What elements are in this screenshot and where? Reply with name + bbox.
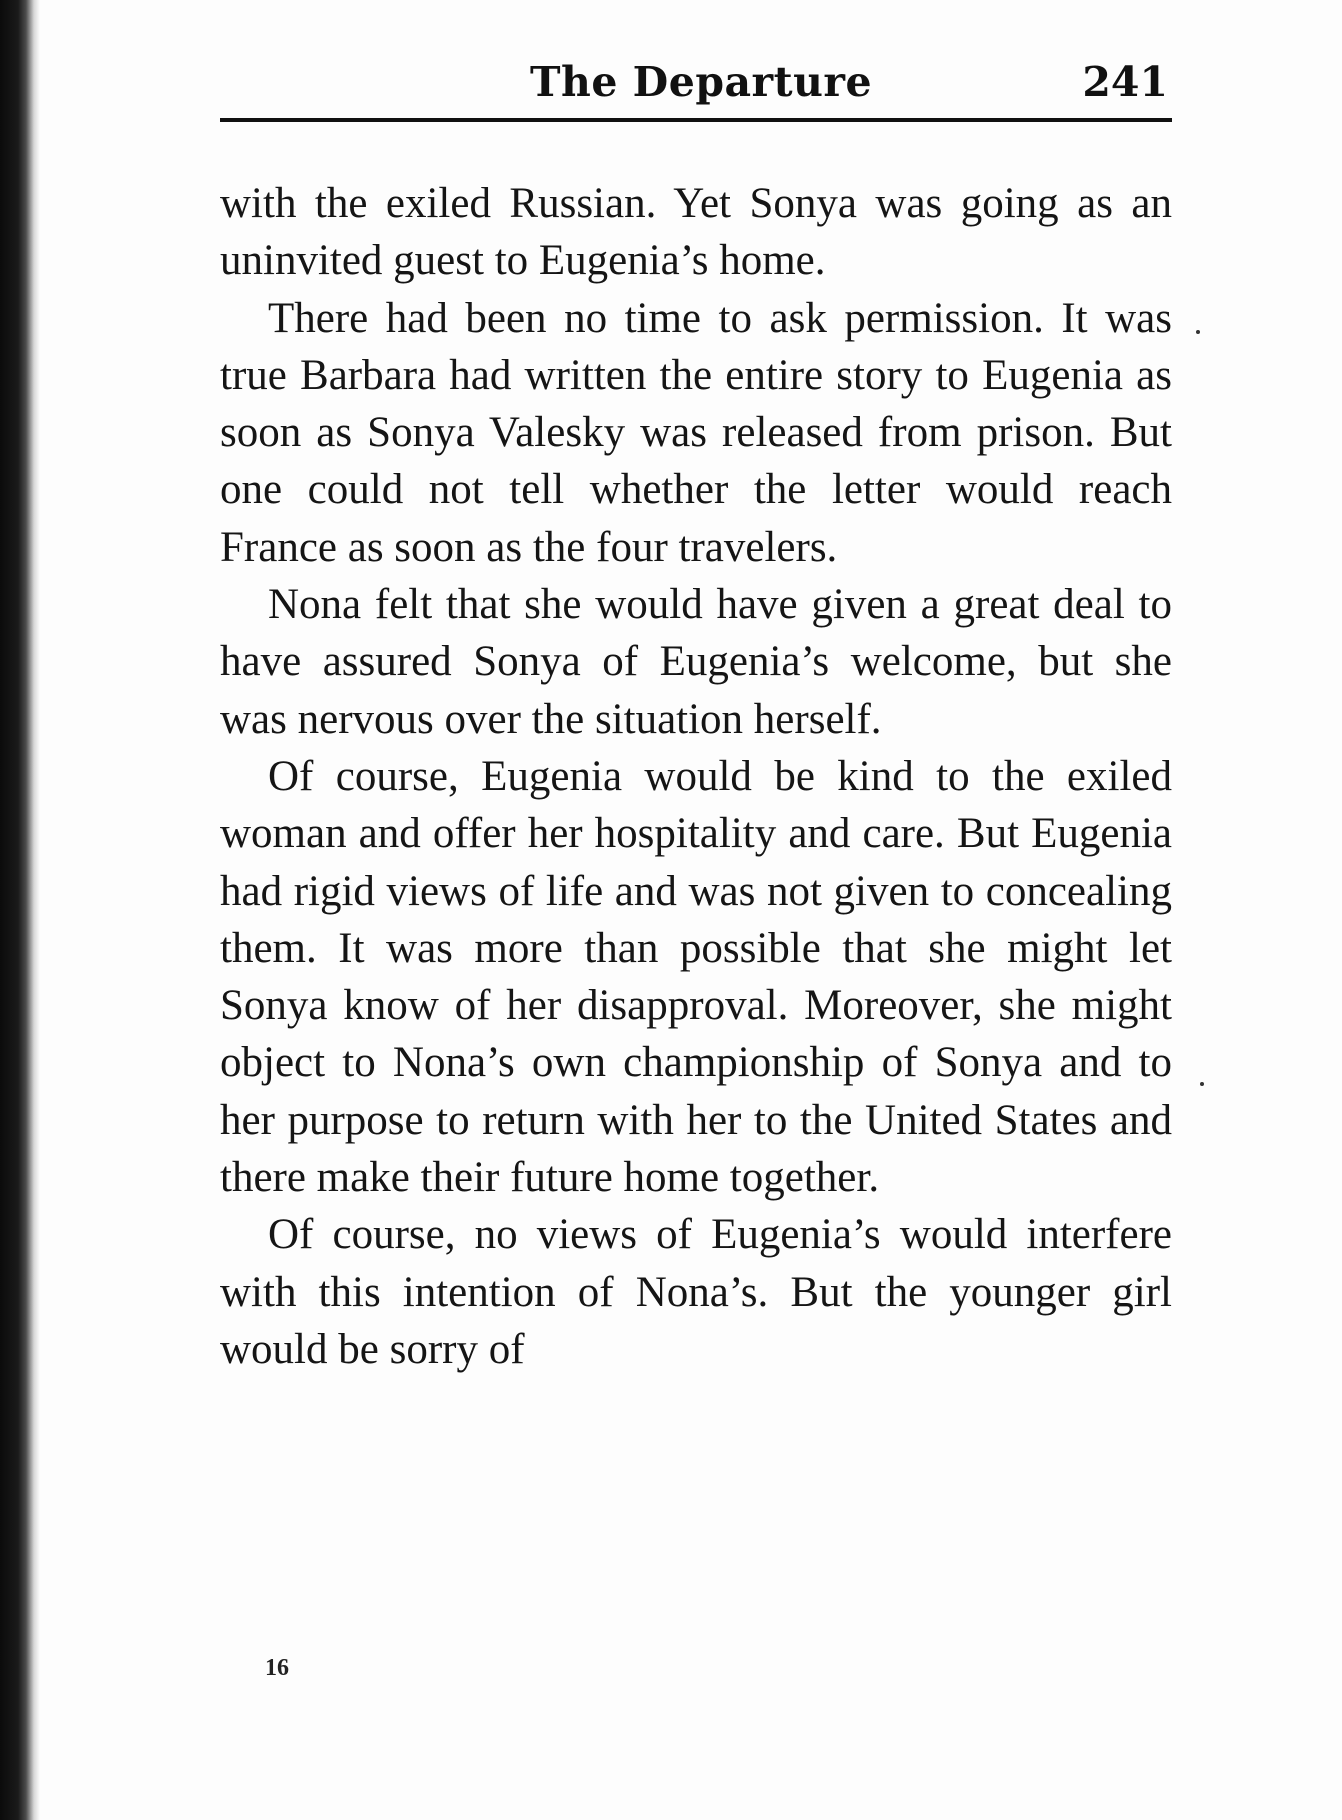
page-spine-shadow [0, 0, 40, 1820]
header-rule [220, 118, 1172, 122]
body-text [220, 175, 1172, 1378]
paragraph: Nona felt that she would have given a great deal to have assured Sonya of Eugenia’s welcome, but she was nervous over the situation herself. [220, 581, 1172, 743]
signature-mark: 16 [265, 1655, 289, 1681]
running-header [220, 52, 1172, 112]
paragraph: Of course, Eugenia would be kind to the exiled woman and offer her hospitality and care. But Eugenia had rigid views of life and was not given to concealing them. It was more than possible that she might let Sonya know of her disapproval. Moreover, she might object to Nona’s own championship of Sonya and to her purpose to return with her to the United States and there make their future home together. [220, 752, 1172, 1202]
running-title: The Departure [530, 58, 873, 106]
page-speck [1196, 330, 1200, 334]
paragraph: There had been no time to ask permission. It was true Barbara had written the entire story to Eugenia as soon as Sonya Valesky was released from prison. But one could not tell whether the letter would reach France as soon as the four travelers. [220, 294, 1172, 571]
paragraph: Of course, no views of Eugenia’s would interfere with this intention of Nona’s. But the younger girl would be sorry of [220, 1211, 1172, 1373]
page-number: 241 [1082, 58, 1168, 106]
page-speck [1200, 1082, 1204, 1086]
paragraph-continuation: with the exiled Russian. Yet Sonya was going as an uninvited guest to Eugenia’s home. [220, 180, 1172, 285]
